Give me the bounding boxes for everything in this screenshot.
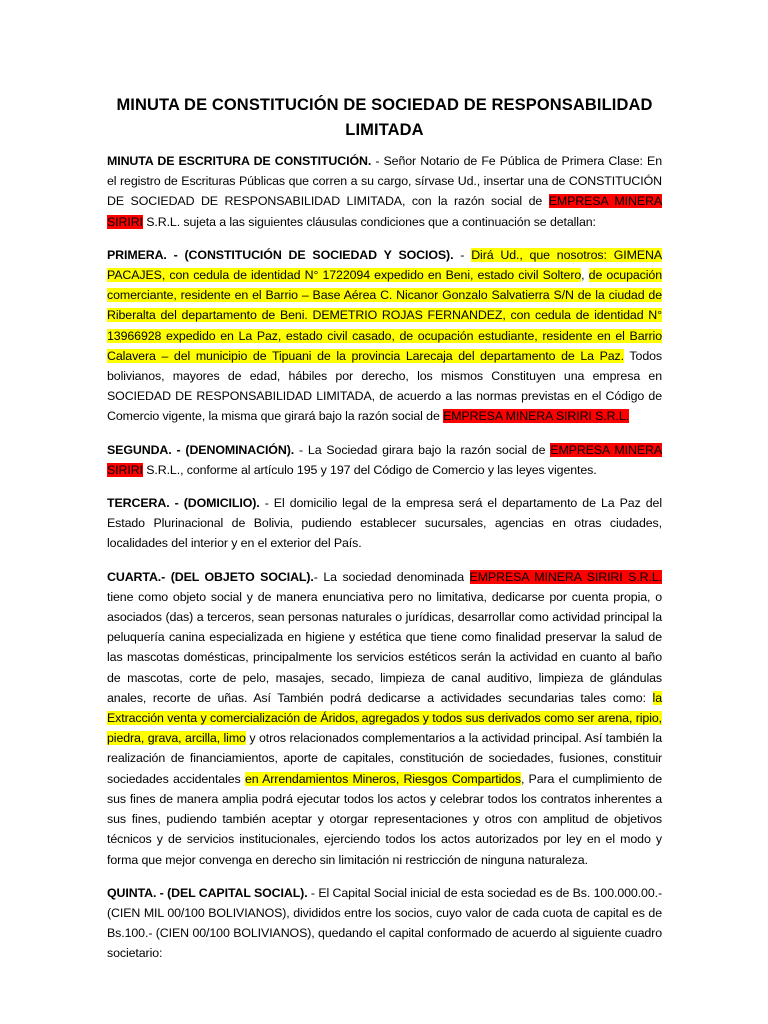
company-name-highlight: EMPRESA MINERA SIRIRI S.R.L. <box>443 409 629 424</box>
clause-cuarta-text: - La sociedad denominada <box>313 569 470 584</box>
clause-primera-heading: PRIMERA. - (CONSTITUCIÓN DE SOCIEDAD Y SOCIOS). <box>107 247 454 262</box>
partner-1-highlight: Dirá Ud., que nosotros: GIMENA PACAJES, con cedula de identidad N° 1722094 expedido en Beni, estado civil Soltero <box>107 247 663 283</box>
document-page <box>107 93 662 977</box>
company-name-highlight: EMPRESA MINERA SIRIRI <box>107 442 662 477</box>
clause-segunda-heading: SEGUNDA. - (DENOMINACIÓN). <box>107 442 295 457</box>
clause-cuarta-text-2: tiene como objeto social y de manera enunciativa pero no limitativa, dedicarse por cuenta propia, o asociados (das) a terceros, sean personas naturales o jurídicas, desarrollar como actividad principal la peluquería canina especializada en higiene y estética que tiene como finalidad preservar la salud de las mascotas domésticas, principalmente los servicios estéticos serán la actividad en cuanto al baño de mascotas, corte de pelo, masajes, secado, limpieza de canal auditivo, limpieza de glándulas anales, recorte de uñas. Así También podrá dedicarse a actividades secundarias tales como: <box>107 589 662 705</box>
intro-paragraph <box>107 151 662 232</box>
intro-text: - Señor Notario de Fe Pública de Primera Clase: En el registro de Escrituras Públicas que corren a su cargo, sírvase Ud., insertar una de CONSTITUCIÓN DE SOCIEDAD DE RESPONSABILIDAD LIMITADA, con la razón social de <box>107 154 662 209</box>
company-name-highlight: EMPRESA MINERA SIRIRI <box>107 194 662 229</box>
clause-segunda-text: - La Sociedad girara bajo la razón social de <box>294 442 551 457</box>
clause-primera <box>107 245 662 427</box>
clause-cuarta-text-3: y otros relacionados complementarios a la actividad principal. Así también la realización de financiamientos, aporte de capitales, constitución de sociedades, fusiones, constituir sociedades accidentales <box>107 731 662 786</box>
leases-highlight: en Arrendamientos Mineros, Riesgos Compartidos <box>244 771 521 786</box>
activities-highlight: la Extracción venta y comercialización de Áridos, agregados y todos sus derivados como ser arena, ripio, piedra, grava, arcilla, limo <box>107 690 662 746</box>
clause-segunda <box>107 440 662 480</box>
company-name-highlight: EMPRESA MINERA SIRIRI S.R.L. <box>469 569 662 584</box>
clause-tercera-text: - El domicilio legal de la empresa será el departamento de La Paz del Estado Plurinacional de Bolivia, pudiendo establecer sucursales, agencias en otras ciudades, localidades del interior y en el exterior del País. <box>107 496 662 551</box>
clause-quinta <box>107 883 662 964</box>
clause-primera-sep: - <box>453 247 472 262</box>
document-title: MINUTA DE CONSTITUCIÓN DE SOCIEDAD DE RESPONSABILIDAD LIMITADA <box>116 96 653 139</box>
partner-2-highlight: de ocupación comerciante, residente en el Barrio – Base Aérea C. Nicanor Gonzalo Salvatierra S/N de la ciudad de Riberalta del departamento de Beni. DEMETRIO ROJAS FERNANDEZ, con cedula de identidad N° 13966928 expedido en La Paz, estado civil casado, de ocupación estudiante, residente en el Barrio Calavera – del municipio de Tipuani de la provincia Larecaja del departamento de La Paz. <box>107 268 662 363</box>
clause-quinta-text: - El Capital Social inicial de esta sociedad es de Bs. 100.000.00.- (CIEN MIL 00/100 BOLIVIANOS), divididos entre los socios, cuyo valor de cada cuota de capital es de Bs.100.- (CIEN 00/100 BOLIVIANOS), quedando el capital conformado de acuerdo al siguiente cuadro societario: <box>107 885 663 961</box>
clause-primera-text: Todos bolivianos, mayores de edad, hábiles por derecho, los mismos Constituyen una empresa en SOCIEDAD DE RESPONSABILIDAD LIMITADA, de acuerdo a las normas previstas en el Código de Comercio vigente, la misma que girará bajo la razón social de <box>107 348 662 424</box>
clause-tercera-heading: TERCERA. - (DOMICILIO). <box>107 496 260 511</box>
clause-cuarta-text-4: , Para el cumplimiento de sus fines de manera amplia podrá ejecutar todos los actos y celebrar todos los contratos inherentes a sus fines, pudiendo también aceptar y otorgar representaciones y otros con amplitud de objetivos técnicos y de servicios institucionales, ejerciendo todos los actos autorizados por ley en el modo y forma que mejor convenga en derecho sin limitación ni restricción de ninguna naturaleza. <box>107 771 662 867</box>
clause-tercera <box>107 493 662 554</box>
clause-cuarta <box>107 567 662 870</box>
clause-cuarta-heading: CUARTA.- (DEL OBJETO SOCIAL). <box>107 569 314 584</box>
intro-heading: MINUTA DE ESCRITURA DE CONSTITUCIÓN. <box>107 154 372 168</box>
clause-segunda-text-end: S.R.L., conforme al artículo 195 y 197 del Código de Comercio y las leyes vigentes. <box>142 462 597 477</box>
intro-text-end: S.R.L. sujeta a las siguientes cláusulas condiciones que a continuación se detallan: <box>142 214 596 229</box>
clause-quinta-heading: QUINTA. - (DEL CAPITAL SOCIAL). <box>107 885 308 900</box>
clause-primera-comma: , <box>581 268 589 283</box>
